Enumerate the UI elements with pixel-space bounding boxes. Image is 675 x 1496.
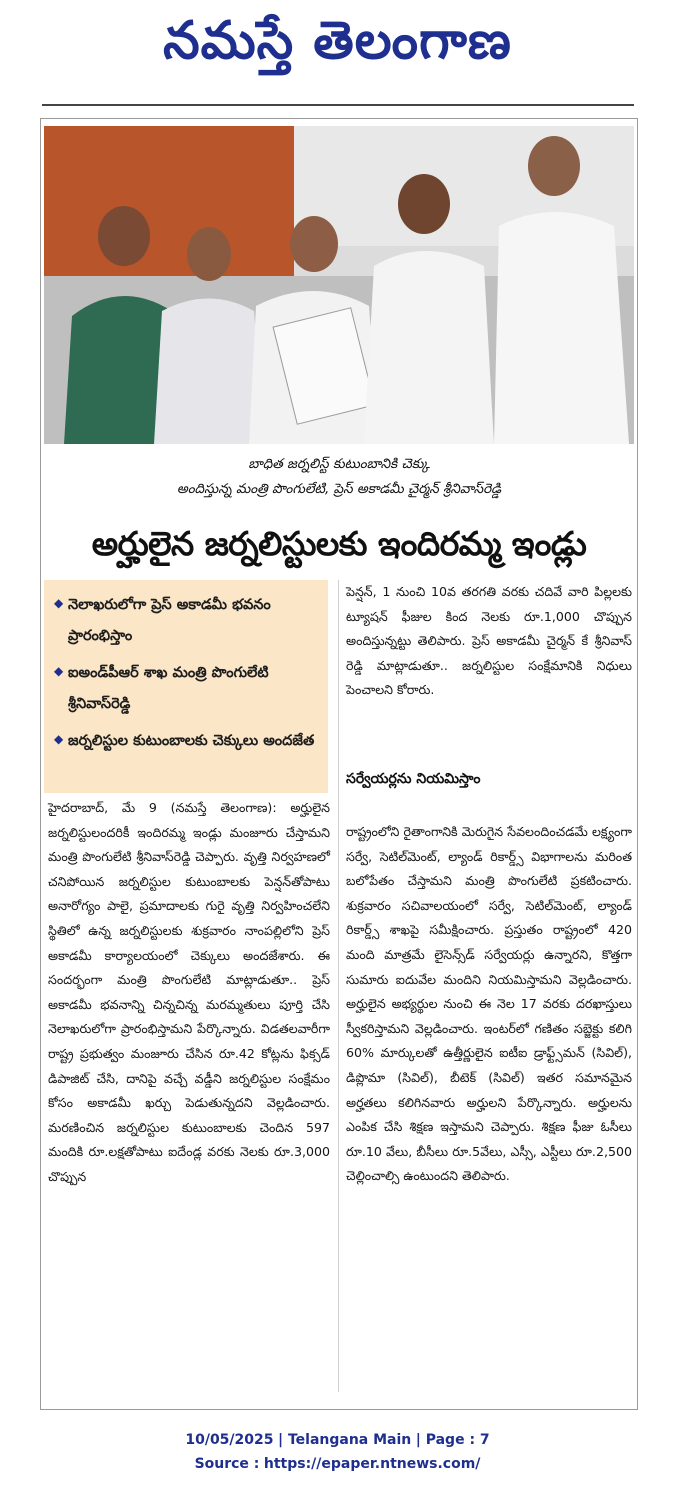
- diamond-bullet-icon: ◆: [54, 664, 64, 678]
- highlights-box: [44, 580, 328, 793]
- highlight-text: జర్నలిస్టుల కుటుంబాలకు చెక్కులు అందజేత: [68, 733, 315, 749]
- column-divider: [338, 580, 339, 1392]
- newspaper-masthead: నమస్తే తెలంగాణ: [163, 11, 512, 71]
- highlight-item: [54, 726, 322, 757]
- highlight-item: [54, 658, 322, 720]
- diamond-bullet-icon: ◆: [54, 732, 64, 746]
- footer-source-label: Source :: [194, 1456, 260, 1472]
- highlight-item: [54, 590, 322, 652]
- footer-date: 10/05/2025: [185, 1432, 274, 1448]
- footer-source-url[interactable]: https://epaper.ntnews.com/: [263, 1456, 481, 1472]
- footer-info: 10/05/2025 | Telangana Main | Page : 7: [185, 1432, 490, 1448]
- caption-line-1: బాధిత జర్నలిస్ట్ కుటుంబానికి చెక్కు: [248, 456, 430, 472]
- diamond-bullet-icon: ◆: [54, 596, 64, 610]
- photo-caption: [44, 452, 634, 502]
- article-body-right-top: పెన్షన్, 1 నుంచి 10వ తరగతి వరకు చదివే వారి పిల్లలకు ట్యూషన్ ఫీజుల కింద నెలకు రూ.1,000 చొప్పున అందిస్తున్నట్టు తెలిపారు. ప్రెస్ అకాడమీ చైర్మన్ కే శ్రీనివాస్ రెడ్డి మాట్లాడుతూ.. జర్నలిస్టుల సంక్షేమానికి నిధులు పెంచాలని కోరారు.: [346, 584, 632, 698]
- article-body-left: హైదరాబాద్, మే 9 (నమస్తే తెలంగాణ): అర్హులైన జర్నలిస్టులందరికీ ఇందిరమ్మ ఇండ్లు మంజూరు చేస్తామని మంత్రి పొంగులేటి శ్రీనివాస్‌రెడ్డి చెప్పారు. వృత్తి నిర్వహణలో చనిపోయిన జర్నలిస్టుల కుటుంబాలకు పెన్షన్‌తోపాటు అనారోగ్యం పాలై, ప్రమాదాలకు గురై వృత్తి నిర్వహించలేని స్థితిలో ఉన్న జర్నలిస్టులకు శుక్రవారం నాంపల్లిలోని ప్రెస్ అకాడమీ కార్యాలయంలో చెక్కులు అందజేశారు. ఈ సందర్భంగా మంత్రి పొంగులేటి మాట్లాడుతూ.. ప్రెస్ అకాడమీ భవనాన్ని చిన్నచిన్న మరమ్మతులు పూర్తి చేసి నెలాఖరులోగా ప్రారంభిస్తామని పేర్కొన్నారు. విడతలవారీగా రాష్ట్ర ప్రభుత్వం మంజూరు చేసిన రూ.42 కోట్లను ఫిక్సడ్ డిపాజిట్ చేసి, దానిపై వచ్చే వడ్డీని జర్నలిస్టుల సంక్షేమం కోసం అకాడమీ ఖర్చు పెడుతున్నదని వెల్లడించారు. మరణించిన జర్నలిస్టుల కుటుంబాలకు చెందిన 597 మందికి రూ.లక్షతోపాటు ఐదేండ్ల వరకు నెలకు రూ.3,000 చొప్పున: [48, 800, 330, 1184]
- footer-page: Page : 7: [425, 1432, 490, 1448]
- caption-line-2: అందిస్తున్న మంత్రి పొంగులేటి, ప్రెస్ అకాడమీ చైర్మన్ శ్రీనివాస్‌రెడ్డి: [176, 481, 502, 497]
- footer-source: [0, 1456, 675, 1472]
- masthead-rule: [42, 104, 634, 106]
- footer-edition: Telangana Main: [287, 1432, 412, 1448]
- highlight-text: ఐఅండ్‌పీఆర్ శాఖ మంత్రి పొంగులేటి శ్రీనివాస్‌రెడ్డి: [68, 665, 269, 712]
- article-headline: అర్హులైన జర్నలిస్టులకు ఇందిరమ్మ ఇండ్లు: [91, 524, 587, 563]
- highlight-text: నెలాఖరులోగా ప్రెస్ అకాడమీ భవనం ప్రారంభిస్తాం: [68, 597, 271, 644]
- news-photo: [44, 126, 634, 444]
- article-body-right-bottom: రాష్ట్రంలోని రైతాంగానికి మెరుగైన సేవలందించడమే లక్ష్యంగా సర్వే, సెటిల్‌మెంట్, ల్యాండ్ రికార్డ్స్ విభాగాలను మరింత బలోపేతం చేస్తామని మంత్రి పొంగులేటి ప్రకటించారు. శుక్రవారం సచివాలయంలో సర్వే, సెటిల్‌మెంట్, ల్యాండ్ రికార్డ్స్ శాఖపై సమీక్షించారు. ప్రస్తుతం రాష్ట్రంలో 420 మంది మాత్రమే లైసెన్స్‌డ్ సర్వేయర్లు ఉన్నారని, కొత్తగా సుమారు ఐదువేల మందిని నియమిస్తామని వెల్లడించారు. అర్హులైన అభ్యర్థుల నుంచి ఈ నెల 17 వరకు దరఖాస్తులు స్వీకరిస్తామని వెల్లడించారు. ఇంటర్‌లో గణితం సబ్జెక్టు కలిగి 60% మార్కులతో ఉత్తీర్ణులైన ఐటీఐ డ్రాఫ్ట్స్‌మన్ (సివిల్), డిప్లొమా (సివిల్), బీటెక్ (సివిల్) ఇతర సమానమైన అర్హతలు కలిగినవారు అర్హులని పేర్కొన్నారు. అర్హులను ఎంపిక చేసి శిక్షణ ఇస్తామని చెప్పారు. శిక్షణ ఫీజు ఓసీలు రూ.10 వేలు, బీసీలు రూ.5వేలు, ఎస్సీ, ఎస్టీలు రూ.2,500 చెల్లించాల్సి ఉంటుందని తెలిపారు.: [346, 824, 632, 1184]
- article-subhead: సర్వేయర్లను నియమిస్తాం: [346, 771, 481, 787]
